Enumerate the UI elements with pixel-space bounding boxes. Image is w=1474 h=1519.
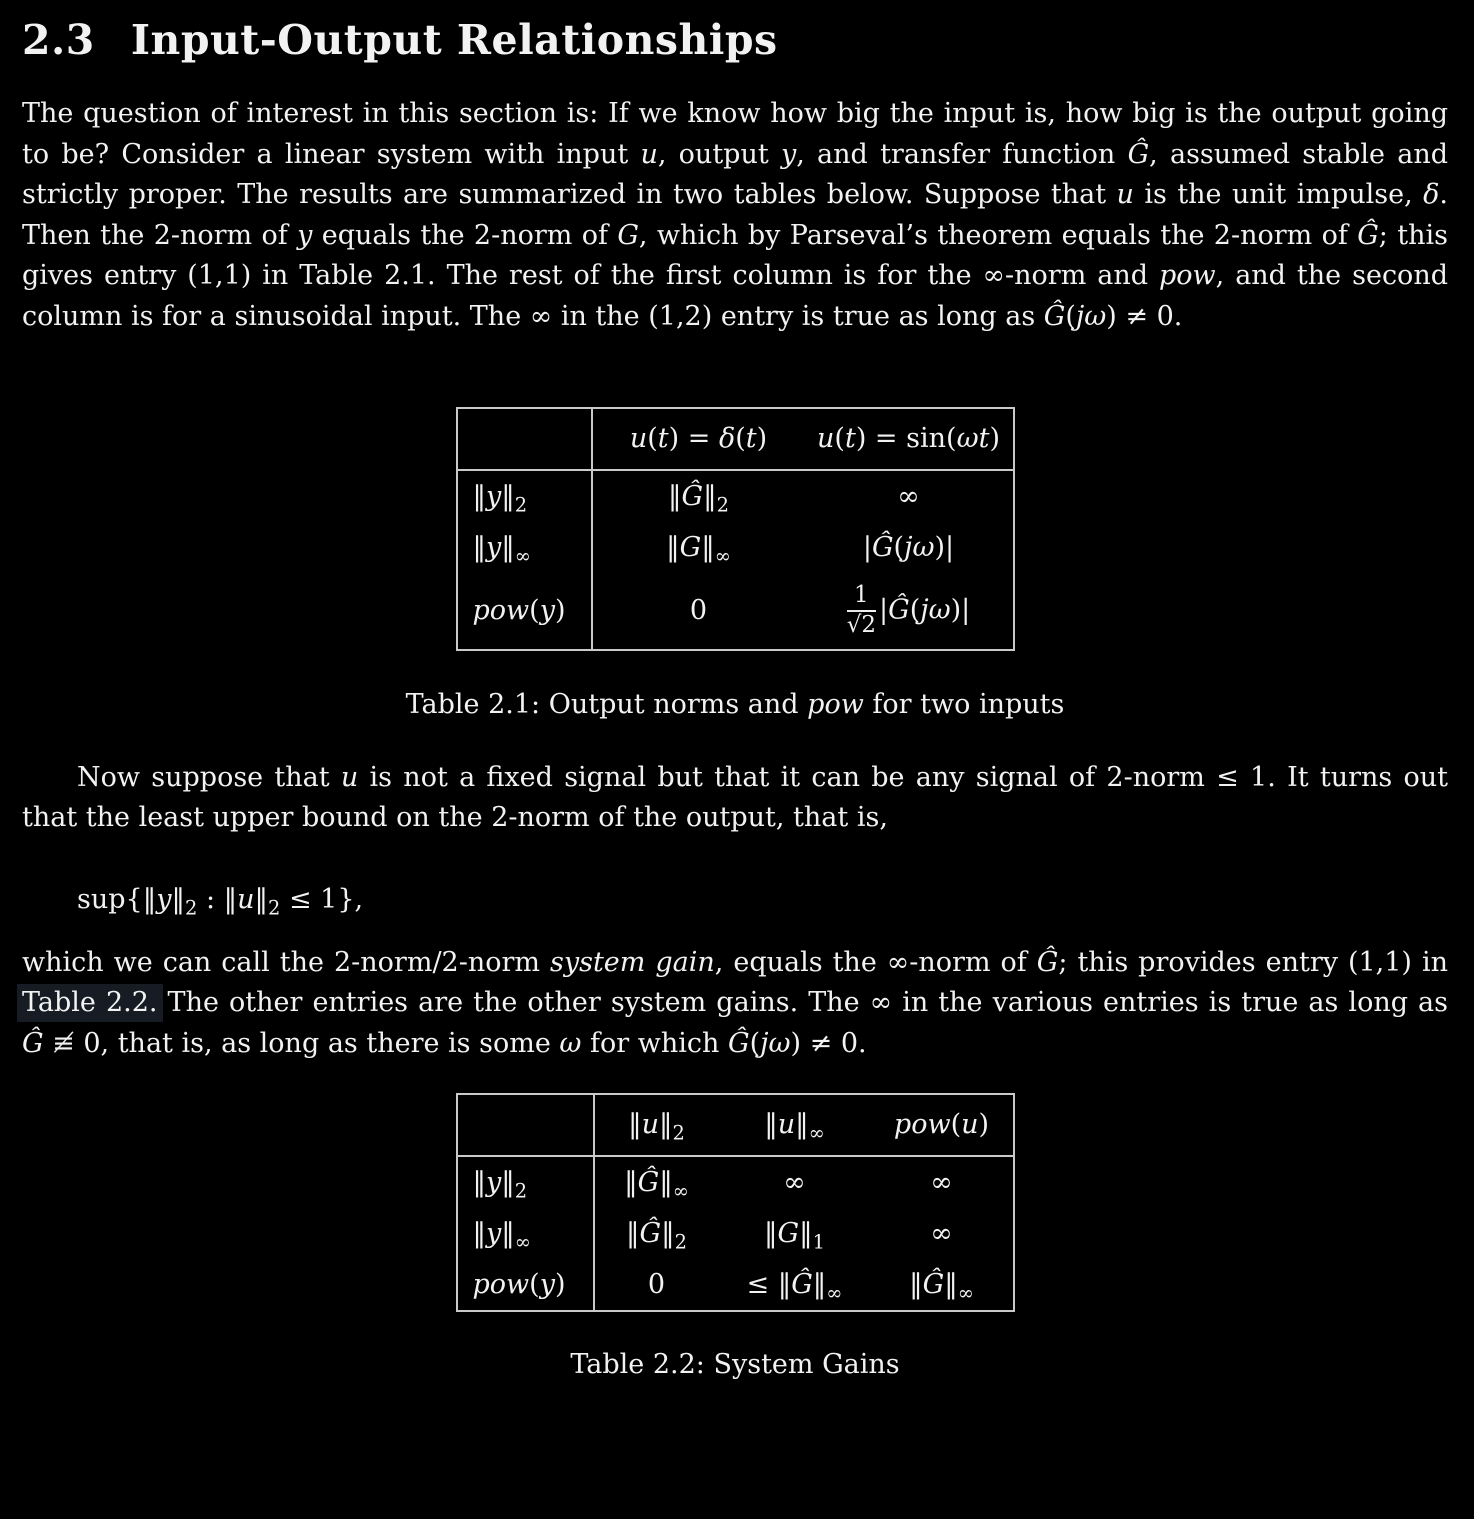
table-header-row xyxy=(457,1094,1014,1156)
table-header-cell: $‖u‖_\infty$ xyxy=(764,1109,825,1145)
table-cell: $\frac{1}{√2}$ |Ĝ(jω)| xyxy=(846,582,971,638)
table-2-2-reference-link[interactable]: Table 2.2. xyxy=(17,984,163,1022)
table-header-cell: u(t) = δ(t) xyxy=(629,423,768,454)
fraction: $\frac{1}{√2}$ xyxy=(846,582,877,638)
paragraph-suppose: Now suppose that u is not a fixed signal but that it can be any signal of 2-norm ≤ 1. It turns out that the least upper bound on the 2-norm of the output, that is, xyxy=(22,761,1448,833)
paragraph-intro: The question of interest in this section is: If we know how big the input is, how big is the output going to be? Consider a linear system with input u, output y, and transfer function Ĝ, assumed stable and strictly proper. The results are summarized in two tables below. Suppose that u is the unit impulse, δ. Then the 2-norm of y equals the 2-norm of G, which by Parseval’s theorem equals the 2-norm of Ĝ; this gives entry (1,1) in Table 2.1. The rest of the first column is for the ∞-norm and pow, and the second column is for a sinusoidal input. The ∞ in the (1,2) entry is true as long as Ĝ(jω) ≠ 0. xyxy=(22,98,1448,332)
table-row xyxy=(457,573,1014,650)
table-cell: $‖Ĝ‖_\infty$ xyxy=(624,1167,689,1203)
table-cell: 0 xyxy=(689,595,708,627)
table-cell: ∞ xyxy=(897,481,920,512)
output-norms-table xyxy=(456,407,1015,651)
section-title-text: Input-Output Relationships xyxy=(130,16,778,64)
section-number: 2.3 xyxy=(22,16,95,64)
table-cell: $‖Ĝ‖_\infty$ xyxy=(909,1269,974,1305)
table-cell: $‖Ĝ‖_2$ xyxy=(626,1218,687,1254)
table-stub-header xyxy=(457,1094,594,1156)
table-cell: ∞ xyxy=(783,1167,806,1198)
table-row xyxy=(457,470,1014,522)
table-header-cell: u(t) = sin(ωt) xyxy=(817,423,1000,454)
system-gains-table xyxy=(456,1093,1015,1312)
table-cell: ≤ $‖Ĝ‖_\infty$ xyxy=(746,1269,843,1305)
row-label-cell: $‖y‖_2$ xyxy=(457,470,592,522)
table-cell: ∞ xyxy=(930,1218,953,1249)
row-label-cell: $‖y‖_2$ xyxy=(457,1156,594,1208)
row-label-cell: pow(y) xyxy=(457,1259,594,1311)
table-cell: $‖Ĝ‖_2$ xyxy=(668,481,729,517)
table-header-cell: pow(u) xyxy=(893,1109,990,1140)
table-cell: $‖G‖_\infty$ xyxy=(666,532,731,568)
section-heading xyxy=(22,14,1448,66)
table-2-2-caption: Table 2.2: System Gains xyxy=(570,1349,900,1380)
paragraph-system-gain: which we can call the 2-norm/2-norm system gain, equals the ∞-norm of Ĝ; this provides entry (1,1) in Table 2.2. The other entries are the other system gains. The ∞ in the various entries is true as long as Ĝ ≢ 0, that is, as long as there is some ω for which Ĝ(jω) ≠ 0. xyxy=(22,943,1448,1065)
table-stub-header xyxy=(457,408,592,470)
table-cell: $‖G‖_1$ xyxy=(764,1218,825,1254)
row-label-cell: $‖y‖_\infty$ xyxy=(457,1208,594,1259)
row-label-cell: pow(y) xyxy=(457,573,592,650)
table-cell: ∞ xyxy=(930,1167,953,1198)
table-2-1-caption: Table 2.1: Output norms and pow for two inputs xyxy=(405,688,1065,720)
sup-norm-equation: $sup\{‖y‖_2$ : $‖u‖_2 \le 1$}, xyxy=(77,883,364,919)
table-row xyxy=(457,1259,1014,1311)
table-header-row xyxy=(457,408,1014,470)
table-cell: |Ĝ(jω)| xyxy=(862,532,955,563)
table-header-cell: $‖u‖_2$ xyxy=(628,1109,685,1145)
row-label-cell: $‖y‖_\infty$ xyxy=(457,522,592,573)
table-cell: 0 xyxy=(647,1269,666,1300)
table-2-1-container xyxy=(22,407,1448,651)
table-row xyxy=(457,1156,1014,1208)
table-row xyxy=(457,522,1014,573)
table-row xyxy=(457,1208,1014,1259)
table-2-2-container xyxy=(22,1093,1448,1312)
